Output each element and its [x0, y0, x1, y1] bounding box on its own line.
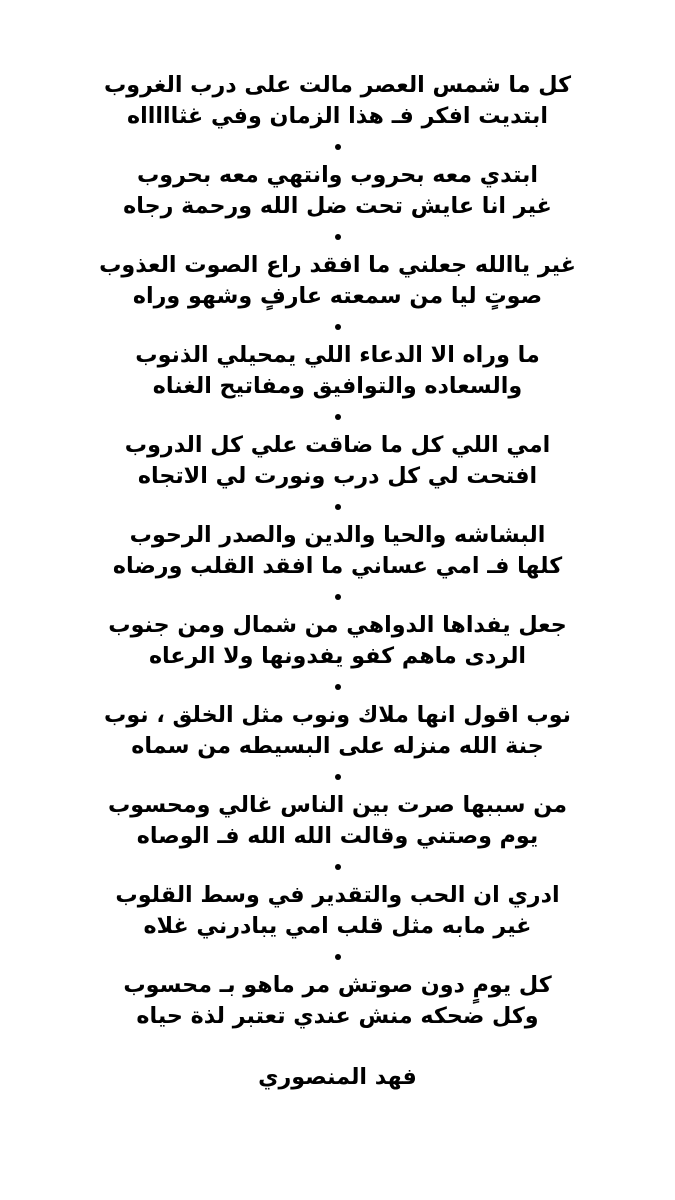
bullet-dot-icon — [335, 324, 341, 330]
stanza-line: صوتٍ ليا من سمعته عارفٍ وشهو وراه — [132, 283, 543, 309]
bullet-dot-icon — [335, 504, 341, 510]
bullet-dot-icon — [335, 234, 341, 240]
stanza-7 — [0, 610, 675, 672]
stanza-9 — [0, 790, 675, 852]
stanza-line: امي اللي كل ما ضاقت علي كل الدروب — [124, 432, 551, 458]
stanza-line: جنة الله منزله على البسيطه من سماه — [131, 733, 544, 759]
stanza-separator — [0, 312, 675, 340]
stanza-line: جعل يفداها الدواهي من شمال ومن جنوب — [108, 612, 567, 638]
stanza-line: الردى ماهم كفو يفدونها ولا الرعاه — [148, 643, 527, 669]
stanza-line: يوم وصتني وقالت الله الله فـ الوصاه — [136, 823, 539, 849]
stanza-10 — [0, 880, 675, 942]
stanza-line: افتحت لي كل درب ونورت لي الاتجاه — [137, 463, 538, 489]
stanza-line: ابتديت افكر فـ هذا الزمان وفي غثاااااه — [127, 103, 548, 129]
stanza-line: كل ما شمس العصر مالت على درب الغروب — [103, 72, 572, 98]
stanza-separator — [0, 582, 675, 610]
stanza-line: من سببها صرت بين الناس غالي ومحسوب — [107, 792, 567, 818]
bullet-dot-icon — [335, 684, 341, 690]
stanza-line: ادري ان الحب والتقدير في وسط القلوب — [115, 882, 560, 908]
stanza-line: كل يومٍ دون صوتش مر ماهو بـ محسوب — [123, 972, 552, 998]
stanza-line: غير ياالله جعلني ما افقد راع الصوت العذوب — [99, 252, 576, 278]
bullet-dot-icon — [335, 954, 341, 960]
stanza-separator — [0, 762, 675, 790]
stanza-6 — [0, 520, 675, 582]
stanza-separator — [0, 852, 675, 880]
stanza-separator — [0, 492, 675, 520]
stanza-line: غير مابه مثل قلب امي يبادرني غلاه — [143, 913, 532, 939]
stanza-line: البشاشه والحيا والدين والصدر الرحوب — [129, 522, 546, 548]
stanza-separator — [0, 672, 675, 700]
stanza-line: ما وراه الا الدعاء اللي يمحيلي الذنوب — [135, 342, 540, 368]
stanza-line: وكل ضحكه منش عندي تعتبر لذة حياه — [136, 1003, 539, 1029]
stanza-1 — [0, 70, 675, 132]
stanza-5 — [0, 430, 675, 492]
stanza-line: نوب اقول انها ملاك ونوب مثل الخلق ، نوب — [104, 702, 571, 728]
bullet-dot-icon — [335, 864, 341, 870]
stanza-3 — [0, 250, 675, 312]
stanza-separator — [0, 222, 675, 250]
stanza-line: كلها فـ امي عساني ما افقد القلب ورضاه — [112, 553, 563, 579]
stanza-line: غير انا عايش تحت ضل الله ورحمة رجاه — [123, 193, 552, 219]
stanza-separator — [0, 402, 675, 430]
stanza-line: ابتدي معه بحروب وانتهي معه بحروب — [136, 162, 539, 188]
author-name: فهد المنصوري — [258, 1064, 417, 1090]
poem — [0, 70, 675, 1093]
stanza-8 — [0, 700, 675, 762]
bullet-dot-icon — [335, 144, 341, 150]
bullet-dot-icon — [335, 594, 341, 600]
stanza-11 — [0, 970, 675, 1032]
stanza-separator — [0, 132, 675, 160]
stanza-2 — [0, 160, 675, 222]
bullet-dot-icon — [335, 774, 341, 780]
stanza-separator — [0, 942, 675, 970]
bullet-dot-icon — [335, 414, 341, 420]
stanza-line: والسعاده والتوافيق ومفاتيح الغناه — [152, 373, 523, 399]
stanza-4 — [0, 340, 675, 402]
